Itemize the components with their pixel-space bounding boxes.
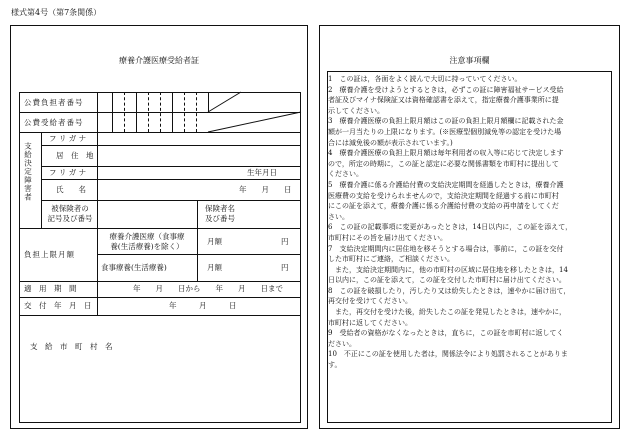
note-item: 10 不正にこの証を使用した者は，関係法令により処罰されることがありま す。: [328, 350, 568, 370]
issue-date-value: 年 月 日: [169, 301, 237, 310]
note-item: 7 支給決定期間内に居住地を移そうとする場合は，事前に，この証を交付 した市町村にご連絡，ご相談ください。 また，支給決定期間内に，他の市町村の区域に居住地を移したときは，14 日以内に，この証を添えて，この証を交付した市町村に届け出てください。: [328, 244, 568, 285]
limit-label: 負担上限月額: [24, 250, 75, 259]
note-item: 3 療養介護医療の負担上限月額はこの証の負担上限月額欄に記載された金 額が一月当たりの上限になります。(※医療型個別減免等の認定を受けた場 合には減免後の額が表示されています。): [328, 117, 564, 147]
recipient-number-label: 公費受給者番号: [24, 118, 84, 127]
meal-care-label: 食事療養(生活療養): [101, 263, 167, 272]
note-item: 8 この証を破損したり，汚したり又は紛失したときは，速やかに届け出て， 再交付を受けてください。 また，再交付を受けた後，紛失したこの証を発見したときは，速やかに， 市町村に返してください。: [328, 286, 571, 327]
name-label: 氏 名: [56, 185, 86, 194]
notes-title: 注意事項欄: [449, 56, 490, 65]
furigana-label-1: フ リ ガ ナ: [49, 134, 87, 143]
furigana-label-2: フ リ ガ ナ: [49, 168, 87, 177]
note-item: 9 受給者の資格がなくなったときは，直ちに，この証を市町村に返してく ださい。: [328, 329, 564, 348]
note-item: 1 この証は，各面をよく読んで大切に持っていてください。: [328, 75, 522, 83]
insurer-number-label: 保険者名 及び番号: [205, 204, 235, 223]
birthdate-label: 生年月日: [247, 168, 277, 177]
medical-care-label: 療養介護医療（食事療 養(生活療養)を除く）: [109, 232, 185, 251]
notes-list: [328, 74, 612, 371]
certificate-panel: [10, 25, 308, 429]
note-item: 2 療養介護を受けようとするときは，必ずこの証に障害福祉サービス受給 者証及びマイナ保険証又は資格確認書を添えて，指定療養介護事業所に提 示してください。: [328, 85, 564, 115]
section-label-vertical: 支給決定障害者: [23, 142, 33, 202]
form-label: 様式第4号（第7条関係）: [11, 8, 102, 17]
municipality-label: 支 給 市 町 村 名: [30, 342, 113, 351]
void-diagonals: [11, 26, 309, 430]
yen-label-2: 円: [281, 263, 289, 272]
note-item: 5 療養介護に係る介護給付費の支給決定期間を経過したときは，療養介護 医療費の支給を受けられませんので，支給決定期間を経過する前に市町村 にこの証を添えて，療養介護に係る介護給付費の支給の再申請をしてくだ さい。: [328, 180, 564, 221]
notes-panel: [319, 25, 620, 429]
certificate-title: 療養介護医療受給者証: [119, 56, 199, 65]
note-item: 6 この証の記載事項に変更があったときは，14日以内に，この証を添えて， 市町村にその旨を届け出てください。: [328, 223, 573, 242]
address-label: 居 住 地: [56, 151, 94, 160]
yen-label-1: 円: [281, 237, 289, 246]
note-item: 4 療養介護医療の負担上限月額は毎年利用者の収入等に応じて決定します ので，所定の時期に，この証と認定に必要な関係書類を市町村に提出して ください。: [328, 149, 564, 179]
period-value: 年 月 日から 年 月 日まで: [133, 284, 283, 293]
monthly-amount-label-2: 月額: [207, 263, 222, 272]
birthdate-value: 年 月 日: [239, 185, 292, 194]
payer-number-label: 公費負担者番号: [24, 98, 84, 107]
issue-date-label: 交 付 年 月 日: [24, 301, 92, 310]
period-label: 適 用 期 間: [24, 284, 77, 293]
insured-symbol-label: 被保険者の 記号及び番号: [47, 204, 93, 223]
monthly-amount-label-1: 月額: [207, 237, 222, 246]
